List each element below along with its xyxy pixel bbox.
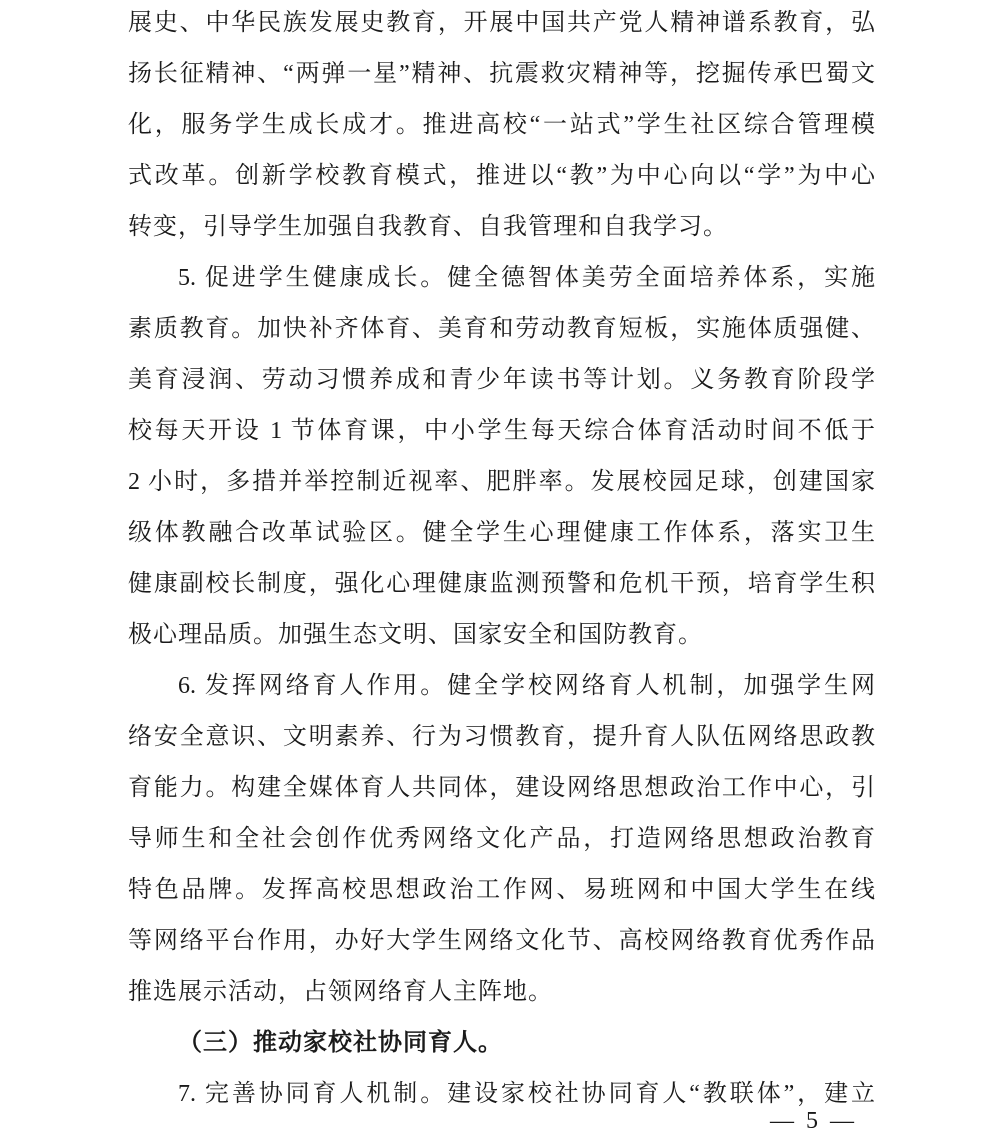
text-line: 5. 促进学生健康成长。健全德智体美劳全面培养体系，实施 — [178, 265, 875, 291]
text-line: 美育浸润、劳动习惯养成和青少年读书等计划。义务教育阶段学 — [128, 367, 875, 393]
text-line: 推选展示活动，占领网络育人主阵地。 — [128, 979, 553, 1005]
text-line: 展史、中华民族发展史教育，开展中国共产党人精神谱系教育，弘 — [128, 10, 875, 36]
text-line: 特色品牌。发挥高校思想政治工作网、易班网和中国大学生在线 — [128, 877, 875, 903]
text-line: 转变，引导学生加强自我教育、自我管理和自我学习。 — [128, 214, 728, 240]
text-line: 素质教育。加快补齐体育、美育和劳动教育短板，实施体质强健、 — [128, 316, 875, 342]
text-line: 6. 发挥网络育人作用。健全学校网络育人机制，加强学生网 — [178, 673, 875, 699]
text-line: 扬长征精神、“两弹一星”精神、抗震救灾精神等，挖掘传承巴蜀文 — [128, 61, 875, 87]
text-line: 2 小时，多措并举控制近视率、肥胖率。发展校园足球，创建国家 — [128, 469, 875, 495]
text-line: 校每天开设 1 节体育课，中小学生每天综合体育活动时间不低于 — [128, 418, 875, 444]
text-line: 导师生和全社会创作优秀网络文化产品，打造网络思想政治教育 — [128, 826, 875, 852]
text-line: 等网络平台作用，办好大学生网络文化节、高校网络教育优秀作品 — [128, 928, 875, 954]
text-line: 络安全意识、文明素养、行为习惯教育，提升育人队伍网络思政教 — [128, 724, 875, 750]
document-body — [128, 0, 875, 1120]
text-line: 育能力。构建全媒体育人共同体，建设网络思想政治工作中心，引 — [128, 775, 875, 801]
text-line: 级体教融合改革试验区。健全学生心理健康工作体系，落实卫生 — [128, 520, 875, 546]
text-line: 式改革。创新学校教育模式，推进以“教”为中心向以“学”为中心 — [128, 163, 875, 189]
text-line: 健康副校长制度，强化心理健康监测预警和危机干预，培育学生积 — [128, 571, 875, 597]
page-number: — 5 — — [770, 1108, 857, 1134]
text-line: 7. 完善协同育人机制。建设家校社协同育人“教联体”，建立 — [178, 1081, 875, 1107]
text-line: 化，服务学生成长成才。推进高校“一站式”学生社区综合管理模 — [128, 112, 875, 138]
heading-line: （三）推动家校社协同育人。 — [178, 1030, 503, 1056]
text-line: 极心理品质。加强生态文明、国家安全和国防教育。 — [128, 622, 703, 648]
